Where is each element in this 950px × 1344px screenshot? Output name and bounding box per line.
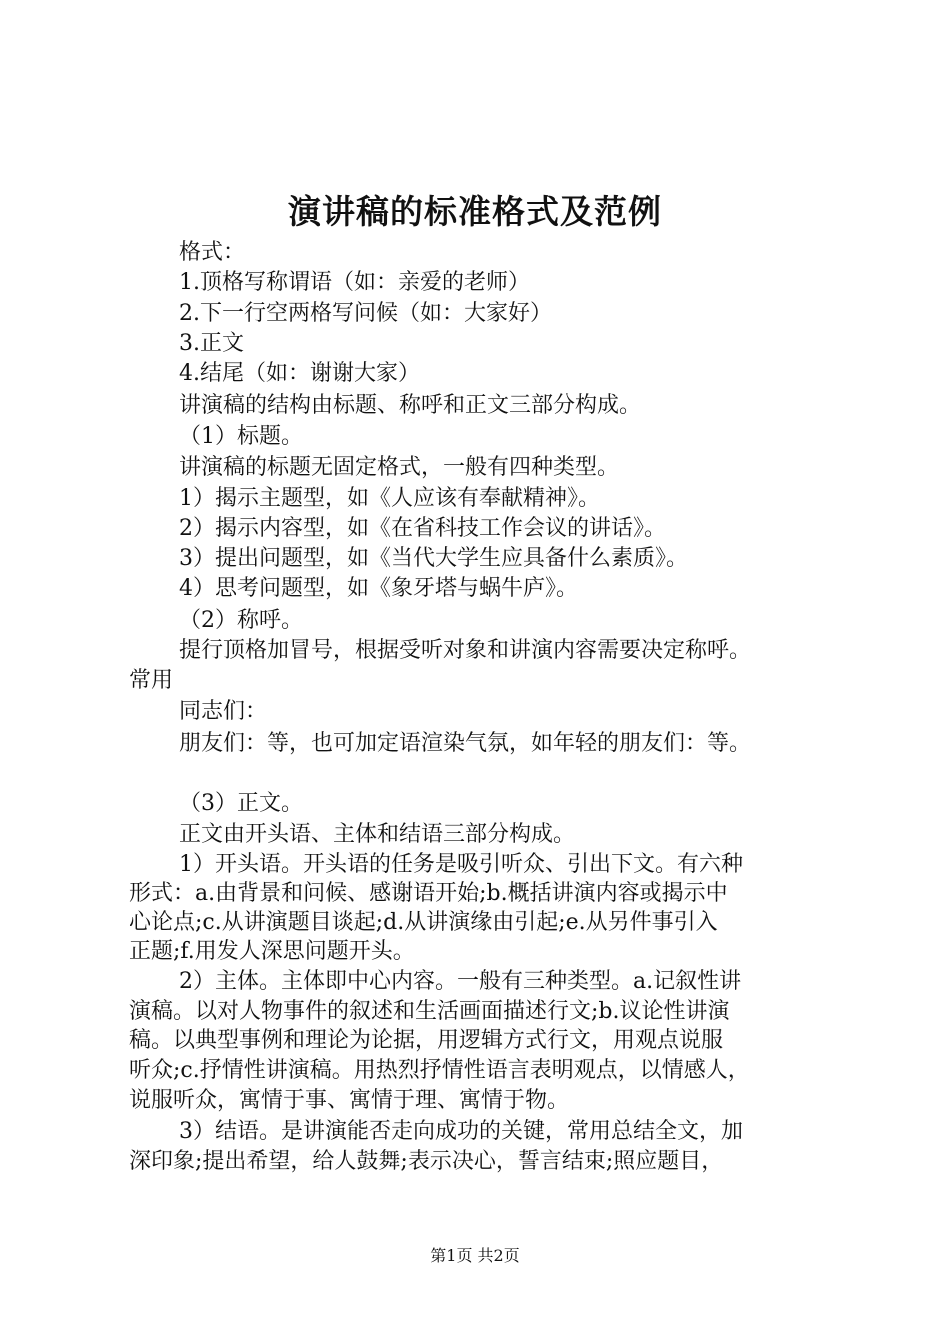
text-line: 同志们： (179, 699, 268, 724)
text-line: 深印象;提出希望，给人鼓舞;表示决心，誓言结束;照应题目， (129, 1149, 724, 1174)
page-footer: 第1页 共2页 (430, 1246, 520, 1265)
text-line: 4.结尾（如：谢谢大家） (179, 361, 420, 386)
text-line: 形式：a.由背景和问候、感谢语开始;b.概括讲演内容或揭示中 (129, 881, 728, 906)
text-line: 3.正文 (179, 331, 244, 356)
text-line: 1）揭示主题型，如《人应该有奉献精神》。 (179, 486, 600, 511)
text-line: 说服听众，寓情于事、寓情于理、寓情于物。 (129, 1088, 570, 1113)
text-line: 正题;f.用发人深思问题开头。 (129, 939, 415, 964)
text-line: 2.下一行空两格写问候（如：大家好） (179, 301, 552, 326)
text-line: （1）标题。 (179, 424, 303, 449)
text-line: （3）正文。 (179, 791, 303, 816)
text-line: 讲演稿的标题无固定格式，一般有四种类型。 (179, 455, 620, 480)
text-line: 1.顶格写称谓语（如：亲爱的老师） (179, 270, 530, 295)
text-line: 1）开头语。开头语的任务是吸引听众、引出下文。有六种 (179, 852, 743, 877)
text-line: 格式： (179, 240, 246, 265)
text-line: 稿。以典型事例和理论为论据，用逻辑方式行文，用观点说服 (129, 1028, 724, 1053)
text-line: （2）称呼。 (179, 608, 303, 633)
text-line: 2）主体。主体即中心内容。一般有三种类型。a.记叙性讲 (179, 969, 742, 994)
text-line: 3）提出问题型，如《当代大学生应具备什么素质》。 (179, 546, 688, 571)
document-title: 演讲稿的标准格式及范例 (288, 192, 662, 231)
text-line: 常用 (129, 668, 174, 693)
text-line: 听众;c.抒情性讲演稿。用热烈抒情性语言表明观点，以情感人， (129, 1058, 750, 1083)
text-line: 正文由开头语、主体和结语三部分构成。 (179, 822, 576, 847)
text-line: 心论点;c.从讲演题目谈起;d.从讲演缘由引起;e.从另件事引入 (129, 910, 718, 935)
text-line: 2）揭示内容型，如《在省科技工作会议的讲话》。 (179, 516, 666, 541)
text-line: 3）结语。是讲演能否走向成功的关键，常用总结全文，加 (179, 1119, 743, 1144)
text-line: 朋友们：等，也可加定语渲染气氛，如年轻的朋友们：等。 (179, 731, 752, 756)
text-line: 演稿。以对人物事件的叙述和生活画面描述行文;b.议论性讲演 (129, 999, 730, 1024)
text-line: 提行顶格加冒号，根据受听对象和讲演内容需要决定称呼。 (179, 638, 752, 663)
text-line: 讲演稿的结构由标题、称呼和正文三部分构成。 (179, 393, 642, 418)
text-line: 4）思考问题型，如《象牙塔与蜗牛庐》。 (179, 576, 578, 601)
